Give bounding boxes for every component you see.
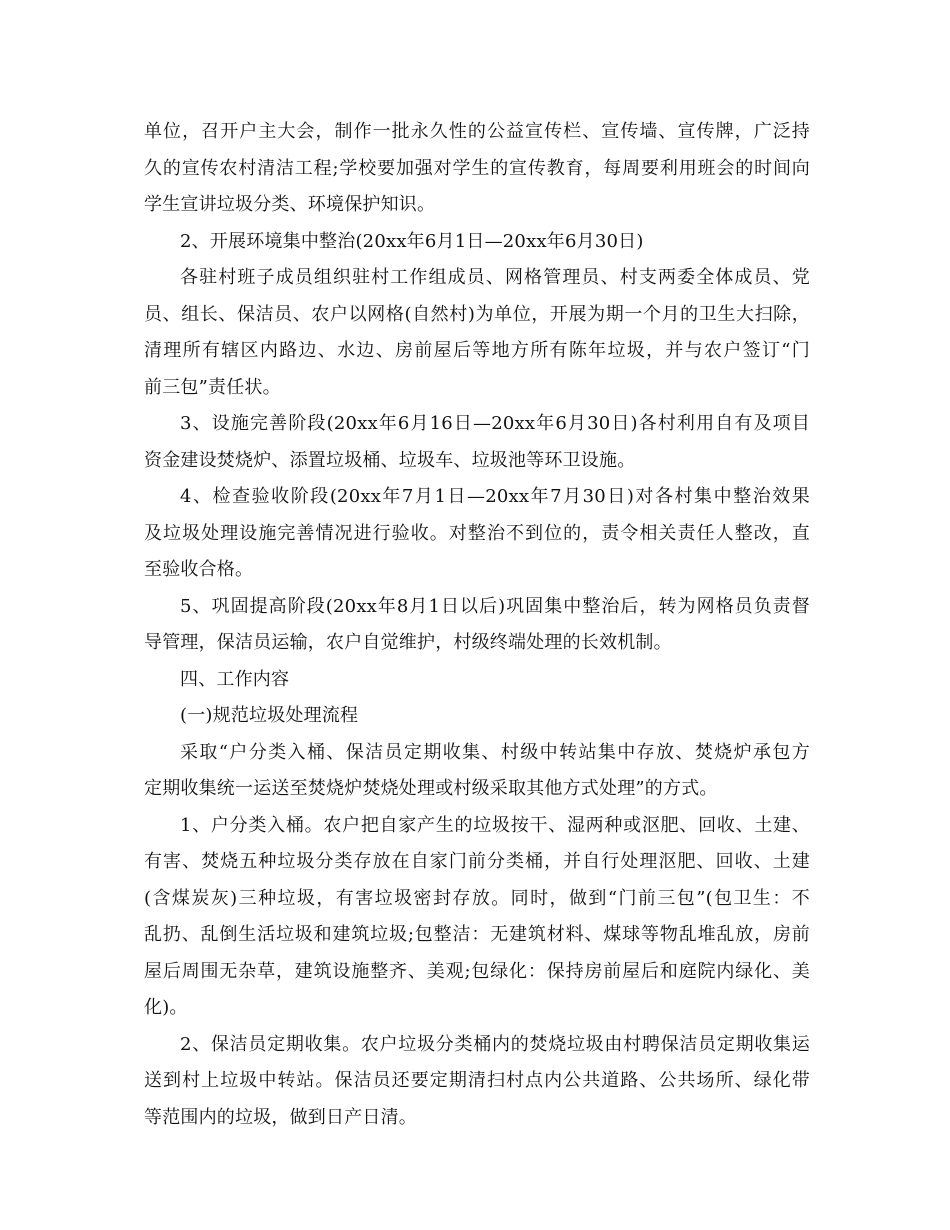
text-line: 等范围内的垃圾，做到日产日清。 bbox=[144, 1106, 417, 1128]
text-line: 采取“户分类入桶、保洁员定期收集、村级中转站集中存放、焚烧炉承包方 bbox=[180, 741, 810, 763]
text-line: 定期收集统一运送至焚烧炉焚烧处理或村级采取其他方式处理”的方式。 bbox=[144, 778, 718, 799]
text-line: 2、开展环境集中整治(20xx年6月1日—20xx年6月30日) bbox=[180, 230, 644, 252]
text-line: 清理所有辖区内路边、水边、房前屋后等地方所有陈年垃圾，并与农户签订“门 bbox=[144, 340, 810, 361]
text-line: 员、组长、保洁员、农户以网格(自然村)为单位，开展为期一个月的卫生大扫除， bbox=[144, 303, 810, 325]
text-line: 乱扔、乱倒生活垃圾和建筑垃圾;包整洁：无建筑材料、煤球等物乱堆乱放，房前 bbox=[144, 924, 810, 945]
text-line: 前三包”责任状。 bbox=[144, 376, 281, 398]
text-line: 有害、焚烧五种垃圾分类存放在自家门前分类桶，并自行处理沤肥、回收、土建 bbox=[144, 851, 810, 872]
text-line: 化)。 bbox=[144, 997, 188, 1018]
text-line: 至验收合格。 bbox=[144, 559, 254, 580]
document-body bbox=[144, 114, 810, 1136]
text-line: 4、检查验收阶段(20xx年7月1日—20xx年7月30日)对各村集中整治效果 bbox=[180, 486, 810, 507]
text-line: 屋后周围无杂草，建筑设施整齐、美观;包绿化：保持房前屋后和庭院内绿化、美 bbox=[144, 960, 810, 982]
text-line: 及垃圾处理设施完善情况进行验收。对整治不到位的，责令相关责任人整改，直 bbox=[144, 522, 810, 544]
text-line: 1、户分类入桶。农户把自家产生的垃圾按干、湿两种或沤肥、回收、土建、 bbox=[180, 814, 810, 836]
text-line: 3、设施完善阶段(20xx年6月16日—20xx年6月30日)各村利用自有及项目 bbox=[180, 413, 810, 434]
text-line: 导管理，保洁员运输，农户自觉维护，村级终端处理的长效机制。 bbox=[144, 632, 672, 653]
text-line: 各驻村班子成员组织驻村工作组成员、网格管理员、村支两委全体成员、党 bbox=[180, 267, 810, 288]
text-line: 单位，召开户主大会，制作一批永久性的公益宣传栏、宣传墙、宣传牌，广泛持 bbox=[144, 121, 810, 142]
text-line: 送到村上垃圾中转站。保洁员还要定期清扫村点内公共道路、公共场所、绿化带 bbox=[144, 1070, 810, 1091]
text-line: 5、巩固提高阶段(20xx年8月1日以后)巩固集中整治后，转为网格员负责督 bbox=[180, 595, 810, 617]
text-line: 2、保洁员定期收集。农户垃圾分类桶内的焚烧垃圾由村聘保洁员定期收集运 bbox=[180, 1033, 810, 1055]
text-line: 学生宣讲垃圾分类、环境保护知识。 bbox=[144, 194, 436, 215]
text-line: 四、工作内容 bbox=[180, 668, 290, 690]
text-line: 资金建设焚烧炉、添置垃圾桶、垃圾车、垃圾池等环卫设施。 bbox=[144, 449, 636, 471]
text-line: (含煤炭灰)三种垃圾，有害垃圾密封存放。同时，做到“门前三包”(包卫生：不 bbox=[144, 887, 810, 909]
text-line: (一)规范垃圾处理流程 bbox=[180, 705, 359, 726]
text-line: 久的宣传农村清洁工程;学校要加强对学生的宣传教育，每周要利用班会的时间向 bbox=[144, 157, 810, 179]
